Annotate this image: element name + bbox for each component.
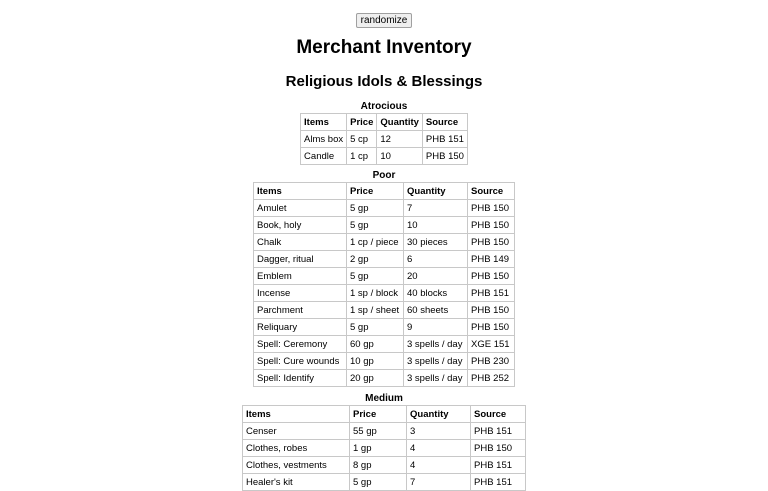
item-cell: Alms box (301, 131, 347, 148)
column-header-items: Items (254, 183, 347, 200)
source-cell: PHB 150 (468, 234, 515, 251)
quantity-cell: 3 (407, 423, 471, 440)
table-caption: Medium (365, 393, 403, 404)
quantity-cell: 40 blocks (404, 285, 468, 302)
table-row (254, 370, 515, 387)
table-row (243, 474, 526, 491)
price-cell: 1 cp / piece (347, 234, 404, 251)
table-row (254, 234, 515, 251)
table-row (243, 423, 526, 440)
price-cell: 1 gp (350, 440, 407, 457)
source-cell: PHB 252 (468, 370, 515, 387)
source-cell: PHB 150 (468, 319, 515, 336)
page-subtitle: Religious Idols & Blessings (285, 73, 483, 90)
section-medium (0, 393, 768, 491)
source-cell: PHB 150 (471, 440, 526, 457)
toolbar (0, 0, 768, 25)
table-row (254, 302, 515, 319)
price-cell: 5 gp (350, 474, 407, 491)
table-row (254, 268, 515, 285)
item-cell: Spell: Identify (254, 370, 347, 387)
table-header-row (243, 406, 526, 423)
source-cell: PHB 151 (468, 285, 515, 302)
source-cell: PHB 151 (422, 131, 467, 148)
item-cell: Book, holy (254, 217, 347, 234)
source-cell: PHB 150 (468, 200, 515, 217)
column-header-source: Source (422, 114, 467, 131)
section-poor (0, 170, 768, 387)
source-cell: XGE 151 (468, 336, 515, 353)
quantity-cell: 60 sheets (404, 302, 468, 319)
item-cell: Dagger, ritual (254, 251, 347, 268)
price-cell: 55 gp (350, 423, 407, 440)
column-header-items: Items (243, 406, 350, 423)
item-cell: Healer's kit (243, 474, 350, 491)
column-header-price: Price (347, 183, 404, 200)
quantity-cell: 4 (407, 457, 471, 474)
table-row (254, 353, 515, 370)
price-cell: 5 gp (347, 319, 404, 336)
quantity-cell: 3 spells / day (404, 353, 468, 370)
inventory-table-atrocious (300, 113, 468, 165)
source-cell: PHB 151 (471, 423, 526, 440)
table-caption: Atrocious (360, 101, 408, 112)
quantity-cell: 12 (377, 131, 423, 148)
column-header-quantity: Quantity (377, 114, 423, 131)
quantity-cell: 9 (404, 319, 468, 336)
inventory-table-medium (242, 405, 526, 491)
source-cell: PHB 151 (471, 457, 526, 474)
source-cell: PHB 150 (422, 148, 467, 165)
price-cell: 5 cp (347, 131, 377, 148)
table-header-row (254, 183, 515, 200)
quantity-cell: 7 (407, 474, 471, 491)
table-row (254, 319, 515, 336)
table-row (254, 200, 515, 217)
quantity-cell: 3 spells / day (404, 370, 468, 387)
quantity-cell: 3 spells / day (404, 336, 468, 353)
table-row (254, 217, 515, 234)
price-cell: 60 gp (347, 336, 404, 353)
item-cell: Candle (301, 148, 347, 165)
item-cell: Incense (254, 285, 347, 302)
price-cell: 1 cp (347, 148, 377, 165)
table-row (301, 131, 468, 148)
price-cell: 5 gp (347, 268, 404, 285)
price-cell: 20 gp (347, 370, 404, 387)
quantity-cell: 4 (407, 440, 471, 457)
source-cell: PHB 150 (468, 268, 515, 285)
table-row (254, 285, 515, 302)
table-row (254, 336, 515, 353)
table-row (243, 457, 526, 474)
price-cell: 10 gp (347, 353, 404, 370)
item-cell: Amulet (254, 200, 347, 217)
quantity-cell: 20 (404, 268, 468, 285)
table-caption: Poor (372, 170, 396, 181)
table-row (254, 251, 515, 268)
source-cell: PHB 230 (468, 353, 515, 370)
price-cell: 1 sp / sheet (347, 302, 404, 319)
quantity-cell: 10 (404, 217, 468, 234)
column-header-price: Price (350, 406, 407, 423)
section-atrocious (0, 101, 768, 165)
quantity-cell: 7 (404, 200, 468, 217)
price-cell: 1 sp / block (347, 285, 404, 302)
item-cell: Emblem (254, 268, 347, 285)
price-cell: 5 gp (347, 217, 404, 234)
item-cell: Spell: Ceremony (254, 336, 347, 353)
price-cell: 2 gp (347, 251, 404, 268)
item-cell: Chalk (254, 234, 347, 251)
table-header-row (301, 114, 468, 131)
source-cell: PHB 150 (468, 217, 515, 234)
price-cell: 5 gp (347, 200, 404, 217)
randomize-button[interactable]: randomize (356, 13, 413, 28)
table-row (243, 440, 526, 457)
item-cell: Clothes, robes (243, 440, 350, 457)
quantity-cell: 30 pieces (404, 234, 468, 251)
column-header-price: Price (347, 114, 377, 131)
table-row (301, 148, 468, 165)
column-header-items: Items (301, 114, 347, 131)
column-header-source: Source (471, 406, 526, 423)
page-title: Merchant Inventory (296, 37, 472, 58)
column-header-quantity: Quantity (407, 406, 471, 423)
column-header-quantity: Quantity (404, 183, 468, 200)
source-cell: PHB 150 (468, 302, 515, 319)
quantity-cell: 10 (377, 148, 423, 165)
column-header-source: Source (468, 183, 515, 200)
inventory-table-poor (253, 182, 515, 387)
item-cell: Censer (243, 423, 350, 440)
source-cell: PHB 151 (471, 474, 526, 491)
item-cell: Spell: Cure wounds (254, 353, 347, 370)
price-cell: 8 gp (350, 457, 407, 474)
item-cell: Reliquary (254, 319, 347, 336)
item-cell: Parchment (254, 302, 347, 319)
source-cell: PHB 149 (468, 251, 515, 268)
item-cell: Clothes, vestments (243, 457, 350, 474)
quantity-cell: 6 (404, 251, 468, 268)
